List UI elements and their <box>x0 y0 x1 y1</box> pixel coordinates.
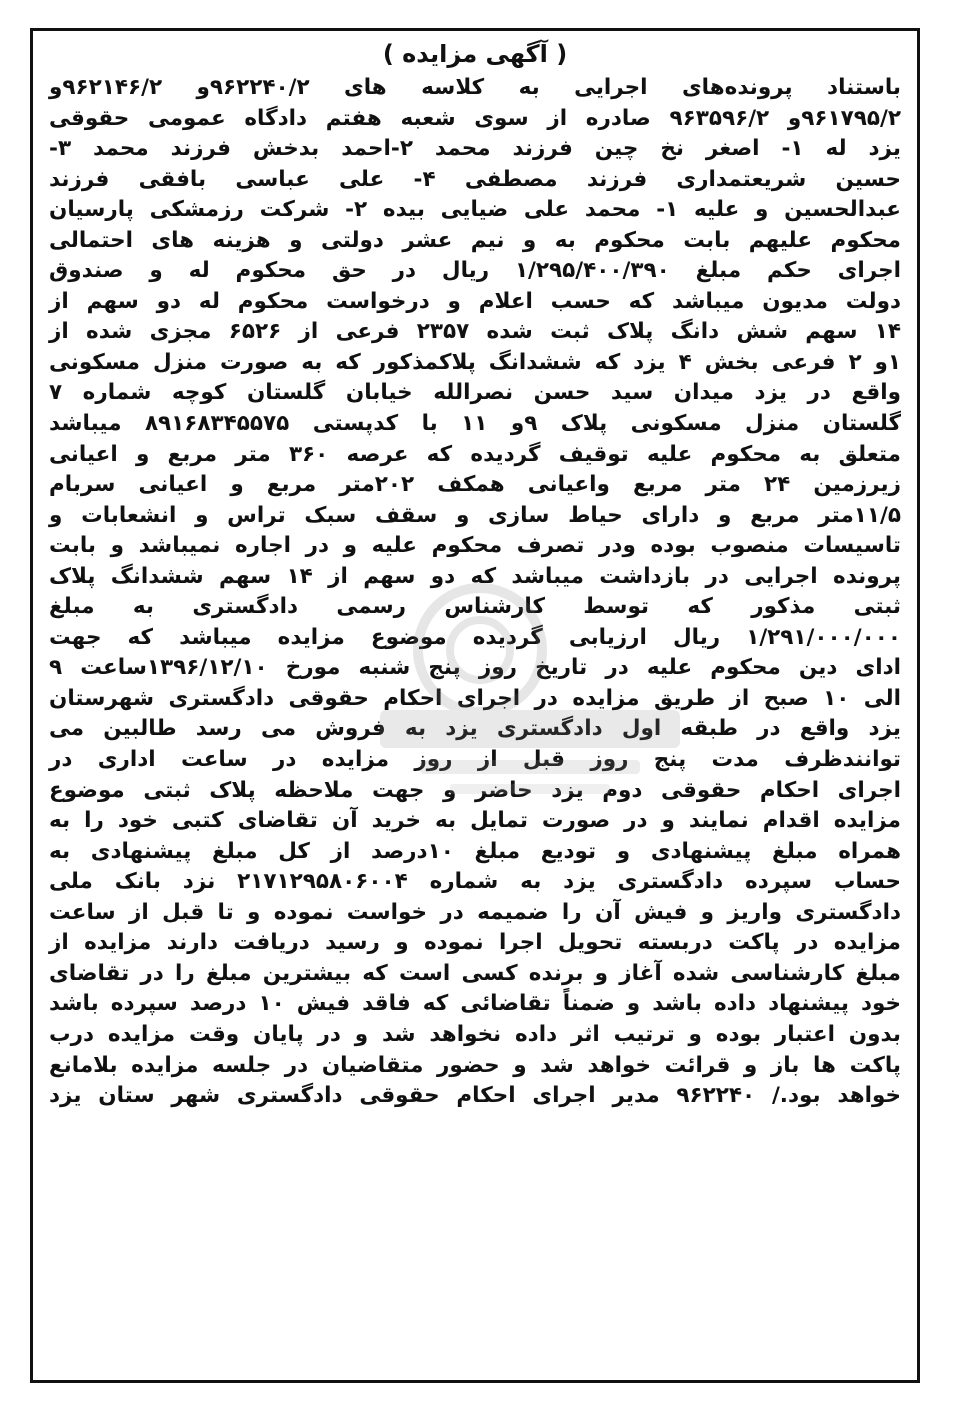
notice-line: یزد له ۱- اصغر نخ چین فرزند محمد ۲-احمد بدخش فرزند محمد ۳- <box>49 136 901 162</box>
notice-line: مزایده در پاکت دربسته تحویل اجرا نموده و رسید دریافت دارند مزایده از <box>49 930 901 956</box>
notice-line: حساب سپرده دادگستری یزد به شماره ۲۱۷۱۲۹۵۸۰۶۰۰۴ نزد بانک ملی <box>49 869 901 895</box>
notice-line: ۱۴ سهم شش دانگ پلاک ثبت شده ۲۳۵۷ فرعی از ۶۵۲۶ مجزی شده از <box>49 319 901 345</box>
notice-line: مبلغ کارشناسی شده آغاز و برنده کسی است که بیشترین مبلغ را در تقاضای <box>49 960 901 986</box>
notice-line: اجرای احکام حقوقی دوم یزد حاضر و جهت ملاحظه پلاک ثبتی موضوع <box>49 777 901 803</box>
notice-line: دادگستری واریز و فیش آن را ضمیمه در خواست نموده و تا قبل از ساعت <box>49 899 901 925</box>
notice-line: باستناد پرونده‌های اجرایی به کلاسه های ۹۶۲۲۴۰/۲و ۹۶۲۱۴۶/۲و <box>49 75 902 100</box>
notice-line: زیرزمین ۲۴ متر مربع واعیانی همکف ۲۰۲متر مربع و اعیانی سربام <box>49 472 902 498</box>
notice-line: ۱/۲۹۱/۰۰۰/۰۰۰ ریال ارزیابی گردیده موضوع مزایده میباشد که جهت <box>49 624 901 650</box>
notice-line: خود پیشنهاد داده باشد و ضمناً تقاضائی که فاقد فیش ۱۰ درصد سپرده باشد <box>49 991 901 1017</box>
notice-line: حسین شریعتمداری فرزند مصطفی ۴- علی عباسی بافقی فرزند <box>49 166 901 192</box>
notice-line: توانندظرف مدت پنج روز قبل از روز مزایده در ساعت اداری در <box>49 747 901 773</box>
notice-frame <box>30 28 920 1383</box>
notice-line: یزد واقع در طبقه اول دادگستری یزد به فروش می رسد طالبین می <box>49 716 901 742</box>
notice-line: ادای دین محکوم علیه در تاریخ روز پنج شنبه مورخ ۱۳۹۶/۱۲/۱۰ساعت ۹ <box>49 655 901 681</box>
notice-line: خواهد بود./ ۹۶۲۲۴۰ مدیر اجرای احکام حقوقی دادگستری شهر ستان یزد <box>49 1083 902 1109</box>
notice-line: مزایده اقدام نمایند و در صورت تمایل به خرید آن تقاضای کتبی خود را به <box>49 808 901 834</box>
notice-line: ثبتی مذکور که توسط کارشناس رسمی دادگستری به مبلغ <box>49 594 901 620</box>
notice-line: متعلق به محکوم علیه توقیف گردیده که عرصه ۳۶۰ متر مربع و اعیانی <box>49 441 901 467</box>
notice-line: همراه مبلغ پیشنهادی و تودیع مبلغ ۱۰درصد از کل مبلغ پیشنهادی به <box>49 838 901 864</box>
notice-line: ۱۱/۵متر مربع و دارای حیاط سازی و سقف سبک تراس و انشعابات و <box>49 502 901 528</box>
notice-line: تاسیسات منصوب بوده ودر تصرف محکوم علیه و در اجاره نمیباشد و بابت <box>49 533 901 559</box>
notice-line: الی ۱۰ صبح از طریق مزایده در اجرای احکام حقوقی دادگستری شهرستان <box>49 685 901 711</box>
notice-line: گلستان منزل مسکونی پلاک ۹و ۱۱ با کدپستی ۸۹۱۶۸۳۴۵۵۷۵ میباشد <box>49 411 901 437</box>
notice-body <box>49 73 901 1112</box>
notice-line: عبدالحسین و علیه ۱- محمد علی ضیایی بیده ۲- شرکت رزمشکی پارسیان <box>49 197 901 223</box>
notice-line: پرونده اجرایی در بازداشت میباشد که دو سهم از ۱۴ سهم ششدانگ پلاک <box>49 563 901 589</box>
notice-line: واقع در یزد میدان سید حسن نصرالله خیابان گلستان کوچه شماره ۷ <box>49 380 901 406</box>
notice-line: محکوم علیهم بابت محکوم به و نیم عشر دولتی و هزینه های احتمالی <box>49 227 901 253</box>
notice-line: ۹۶۱۷۹۵/۲و ۹۶۳۵۹۶/۲ صادره از سوی شعبه هفتم دادگاه عمومی حقوقی <box>49 105 901 131</box>
notice-line: اجرای حکم مبلغ ۱/۲۹۵/۴۰۰/۳۹۰ ریال در حق محکوم له و صندوق <box>49 258 901 284</box>
notice-line: دولت مدیون میباشد که حسب اعلام و درخواست محکوم له دو سهم از <box>49 288 901 314</box>
notice-title: ( آگهی مزایده ) <box>382 40 568 68</box>
notice-line: بدون اعتبار بوده و ترتیب اثر داده نخواهد شد و در پایان وقت مزایده درب <box>49 1021 901 1047</box>
notice-line: ۱و ۲ فرعی بخش ۴ یزد که ششدانگ پلاکمذکور که به صورت منزل مسکونی <box>49 349 902 375</box>
notice-line: پاکت ها باز و قرائت خواهد شد و حضور متقاضیان در جلسه مزایده بلامانع <box>49 1052 901 1078</box>
